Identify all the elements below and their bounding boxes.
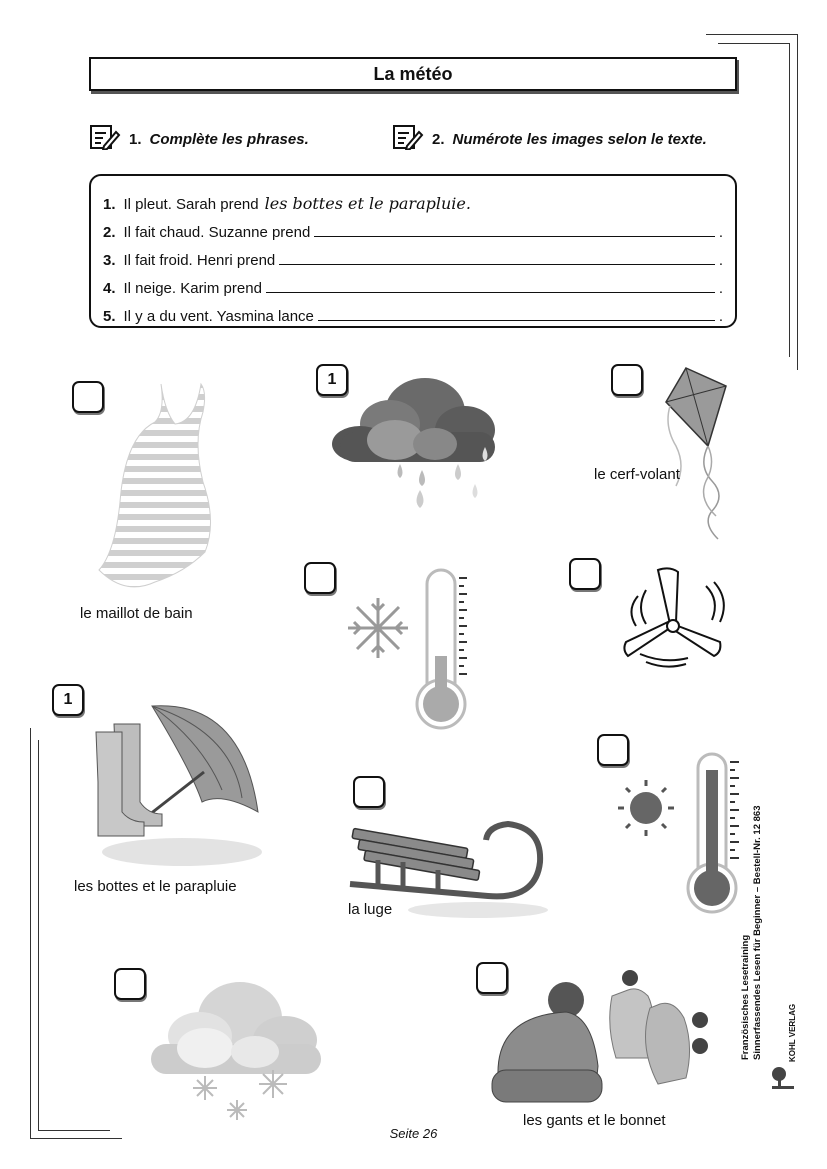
sentence-text: Il pleut. Sarah prend	[123, 196, 259, 213]
sentence-text: Il fait chaud. Suzanne prend	[123, 224, 311, 241]
hat-gloves-icon	[488, 966, 716, 1110]
sentence-text: Il neige. Karim prend	[123, 280, 262, 297]
task-1	[89, 124, 309, 154]
pencil-note-icon	[392, 124, 424, 154]
sentence-row	[103, 269, 723, 297]
corner-line	[789, 43, 790, 357]
page-title: La météo	[89, 57, 737, 91]
caption-swimsuit: le maillot de bain	[80, 605, 193, 622]
rain-cloud-icon	[330, 372, 500, 512]
number-box-rain[interactable]: 1	[316, 364, 348, 396]
corner-line	[706, 34, 798, 35]
hot-thermometer-icon	[612, 750, 747, 920]
number-box-cold[interactable]	[304, 562, 336, 594]
caption-kite: le cerf-volant	[594, 466, 680, 483]
caption-sled: la luge	[348, 901, 393, 918]
answer-line[interactable]	[314, 235, 715, 237]
number-box-sled[interactable]	[353, 776, 385, 808]
task-number: 2.	[432, 130, 445, 148]
sentence-end: .	[718, 252, 723, 269]
number-box-boots[interactable]: 1	[52, 684, 84, 716]
sentences-box	[89, 174, 737, 328]
sentence-end: .	[718, 308, 723, 325]
sentence-number: 1.	[103, 196, 116, 213]
side-text-line-2: Sinnerfassendes Lesen für Beginner – Bestell-Nr. 12 863	[752, 805, 763, 1060]
task-number: 1.	[129, 130, 142, 148]
publisher-logo-icon	[770, 1066, 796, 1090]
caption-hat-gloves: les gants et le bonnet	[523, 1112, 666, 1129]
publisher-side-text	[740, 806, 764, 1061]
corner-line	[718, 43, 790, 44]
snow-cloud-icon	[145, 978, 325, 1126]
swimsuit-icon	[95, 382, 225, 600]
sentence-row	[103, 241, 723, 269]
number-box-kite[interactable]	[611, 364, 643, 396]
sentence-number: 4.	[103, 280, 116, 297]
number-box-wind[interactable]	[569, 558, 601, 590]
task-2	[392, 124, 707, 154]
wind-icon	[618, 566, 730, 670]
corner-line	[38, 740, 39, 1130]
sentence-end: .	[718, 280, 723, 297]
sentence-number: 5.	[103, 308, 116, 325]
sentence-number: 2.	[103, 224, 116, 241]
number-box-snow[interactable]	[114, 968, 146, 1000]
sentence-end: .	[718, 224, 723, 241]
answer-line[interactable]	[279, 263, 715, 265]
kite-icon	[664, 366, 736, 541]
corner-line	[30, 728, 31, 1138]
sentence-answer[interactable]: les bottes et le parapluie.	[264, 194, 471, 213]
task-text: Complète les phrases.	[149, 130, 309, 148]
cold-thermometer-icon	[345, 566, 475, 736]
task-text: Numérote les images selon le texte.	[452, 130, 707, 148]
publisher-logo-text: KOHL VERLAG	[788, 1003, 797, 1062]
boots-umbrella-icon	[92, 702, 262, 870]
pencil-note-icon	[89, 124, 121, 154]
sentence-text: Il fait froid. Henri prend	[123, 252, 276, 269]
answer-line[interactable]	[318, 319, 715, 321]
answer-line[interactable]	[266, 291, 715, 293]
corner-line	[797, 34, 798, 370]
caption-boots: les bottes et le parapluie	[74, 878, 237, 895]
page-number: Seite 26	[389, 1126, 438, 1141]
side-text-line-1: Französisches Lesetraining	[740, 934, 751, 1060]
sentence-row	[103, 213, 723, 241]
sentence-number: 3.	[103, 252, 116, 269]
sentence-row	[103, 297, 723, 325]
sentence-text: Il y a du vent. Yasmina lance	[123, 308, 314, 325]
sentence-row	[103, 185, 723, 213]
